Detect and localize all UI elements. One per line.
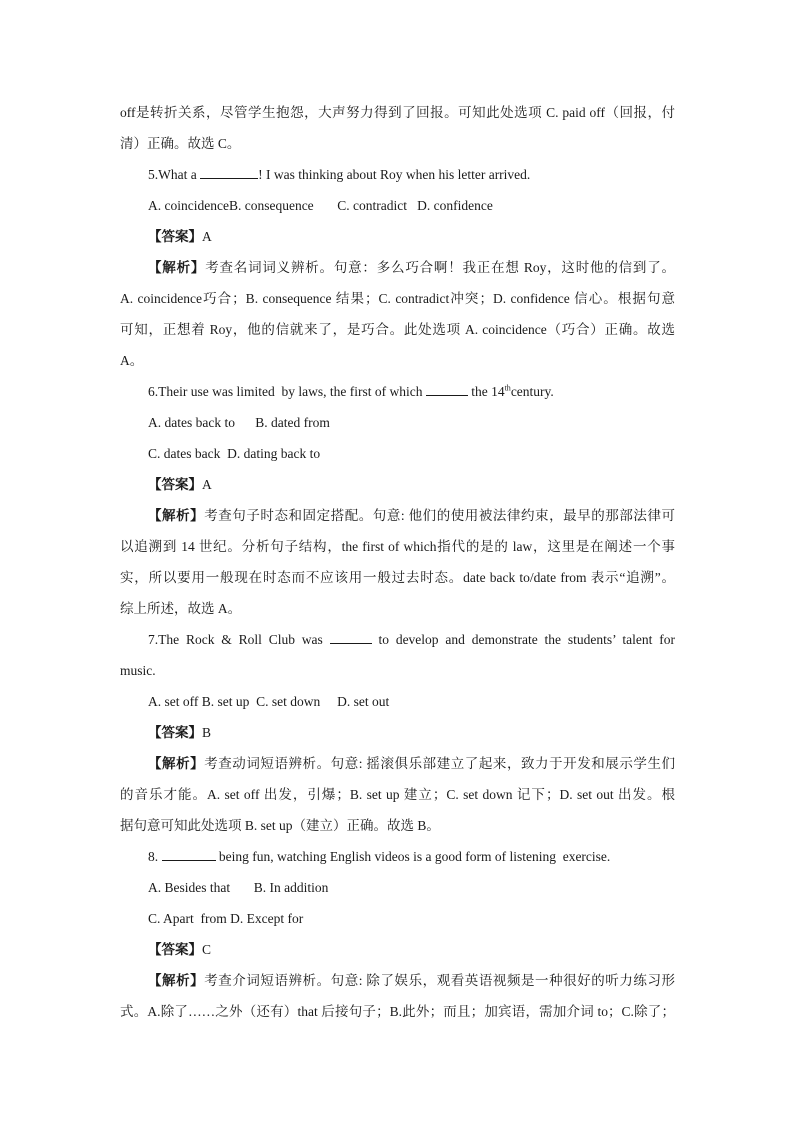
question-7-analysis-line: 的音乐才能。A. set off 出发，引爆；B. set up 建立；C. set down 记下；D. set out 出发。根 xyxy=(120,787,675,802)
document-page xyxy=(120,97,675,1027)
analysis-continuation-line: off是转折关系，尽管学生抱怨，大声努力得到了回报。可知此处选项 C. paid off（回报，付 xyxy=(120,105,675,120)
question-7-stem-cont: music. xyxy=(120,663,156,678)
question-7-options: A. set off B. set up C. set down D. set out xyxy=(148,694,390,709)
question-5-analysis-line: A。 xyxy=(120,353,144,368)
question-5-answer: 【答案】A xyxy=(148,229,212,244)
question-6-options: C. dates back D. dating back to xyxy=(148,446,321,461)
question-5-analysis-line: A. coincidence巧合；B. consequence 结果；C. contradict冲突；D. confidence 信心。根据句意 xyxy=(120,291,675,306)
question-5-options: A. coincidenceB. consequence C. contradict D. confidence xyxy=(148,198,493,213)
question-6-analysis-line: 综上所述，故选 A。 xyxy=(120,601,242,616)
question-5-stem: 5.What a ! I was thinking about Roy when his letter arrived. xyxy=(120,159,675,190)
question-6-options: A. dates back to B. dated from xyxy=(148,415,330,430)
question-8-analysis-line: 式。A.除了……之外（还有）that 后接句子；B.此外；而且；加宾语，需加介词 to；C.除了； xyxy=(120,1004,675,1019)
question-7-stem: 7.The Rock & Roll Club was to develop and demonstrate the students’ talent for xyxy=(120,624,675,655)
question-7-analysis-line: 据句意可知此处选项 B. set up（建立）正确。故选 B。 xyxy=(120,818,440,833)
question-6-analysis: 【解析】考查句子时态和固定搭配。句意: 他们的使用被法律约束，最早的那部法律可 xyxy=(148,508,675,523)
question-7-answer: 【答案】B xyxy=(148,725,212,740)
analysis-continuation-line: 清）正确。故选 C。 xyxy=(120,136,241,151)
answer-blank xyxy=(200,164,258,179)
question-6-analysis-line: 以追溯到 14 世纪。分析句子结构，the first of which指代的是的 law，这里是在阐述一个事 xyxy=(120,539,675,554)
question-5-analysis-line: 可知，正想着 Roy，他的信就来了，是巧合。此处选项 A. coincidence（巧合）正确。故选 xyxy=(120,322,675,337)
answer-blank xyxy=(426,381,468,396)
question-8-options: A. Besides that B. In addition xyxy=(148,880,329,895)
answer-blank xyxy=(162,846,216,861)
question-8-analysis: 【解析】考查介词短语辨析。句意: 除了娱乐，观看英语视频是一种很好的听力练习形 xyxy=(148,973,675,988)
answer-blank xyxy=(330,629,372,644)
question-5-analysis: 【解析】考查名词词义辨析。句意：多么巧合啊！我正在想 Roy，这时他的信到了。 xyxy=(148,260,675,275)
question-6-stem: 6.Their use was limited by laws, the first of which the 14thcentury. xyxy=(120,376,675,407)
question-8-options: C. Apart from D. Except for xyxy=(148,911,304,926)
question-8-answer: 【答案】C xyxy=(148,942,212,957)
question-7-analysis: 【解析】考查动词短语辨析。句意: 摇滚俱乐部建立了起来，致力于开发和展示学生们 xyxy=(148,756,675,771)
question-6-analysis-line: 实，所以要用一般现在时态而不应该用一般过去时态。date back to/date from 表示“追溯”。 xyxy=(120,570,675,585)
question-6-answer: 【答案】A xyxy=(148,477,212,492)
question-8-stem: 8. being fun, watching English videos is a good form of listening exercise. xyxy=(120,841,675,872)
